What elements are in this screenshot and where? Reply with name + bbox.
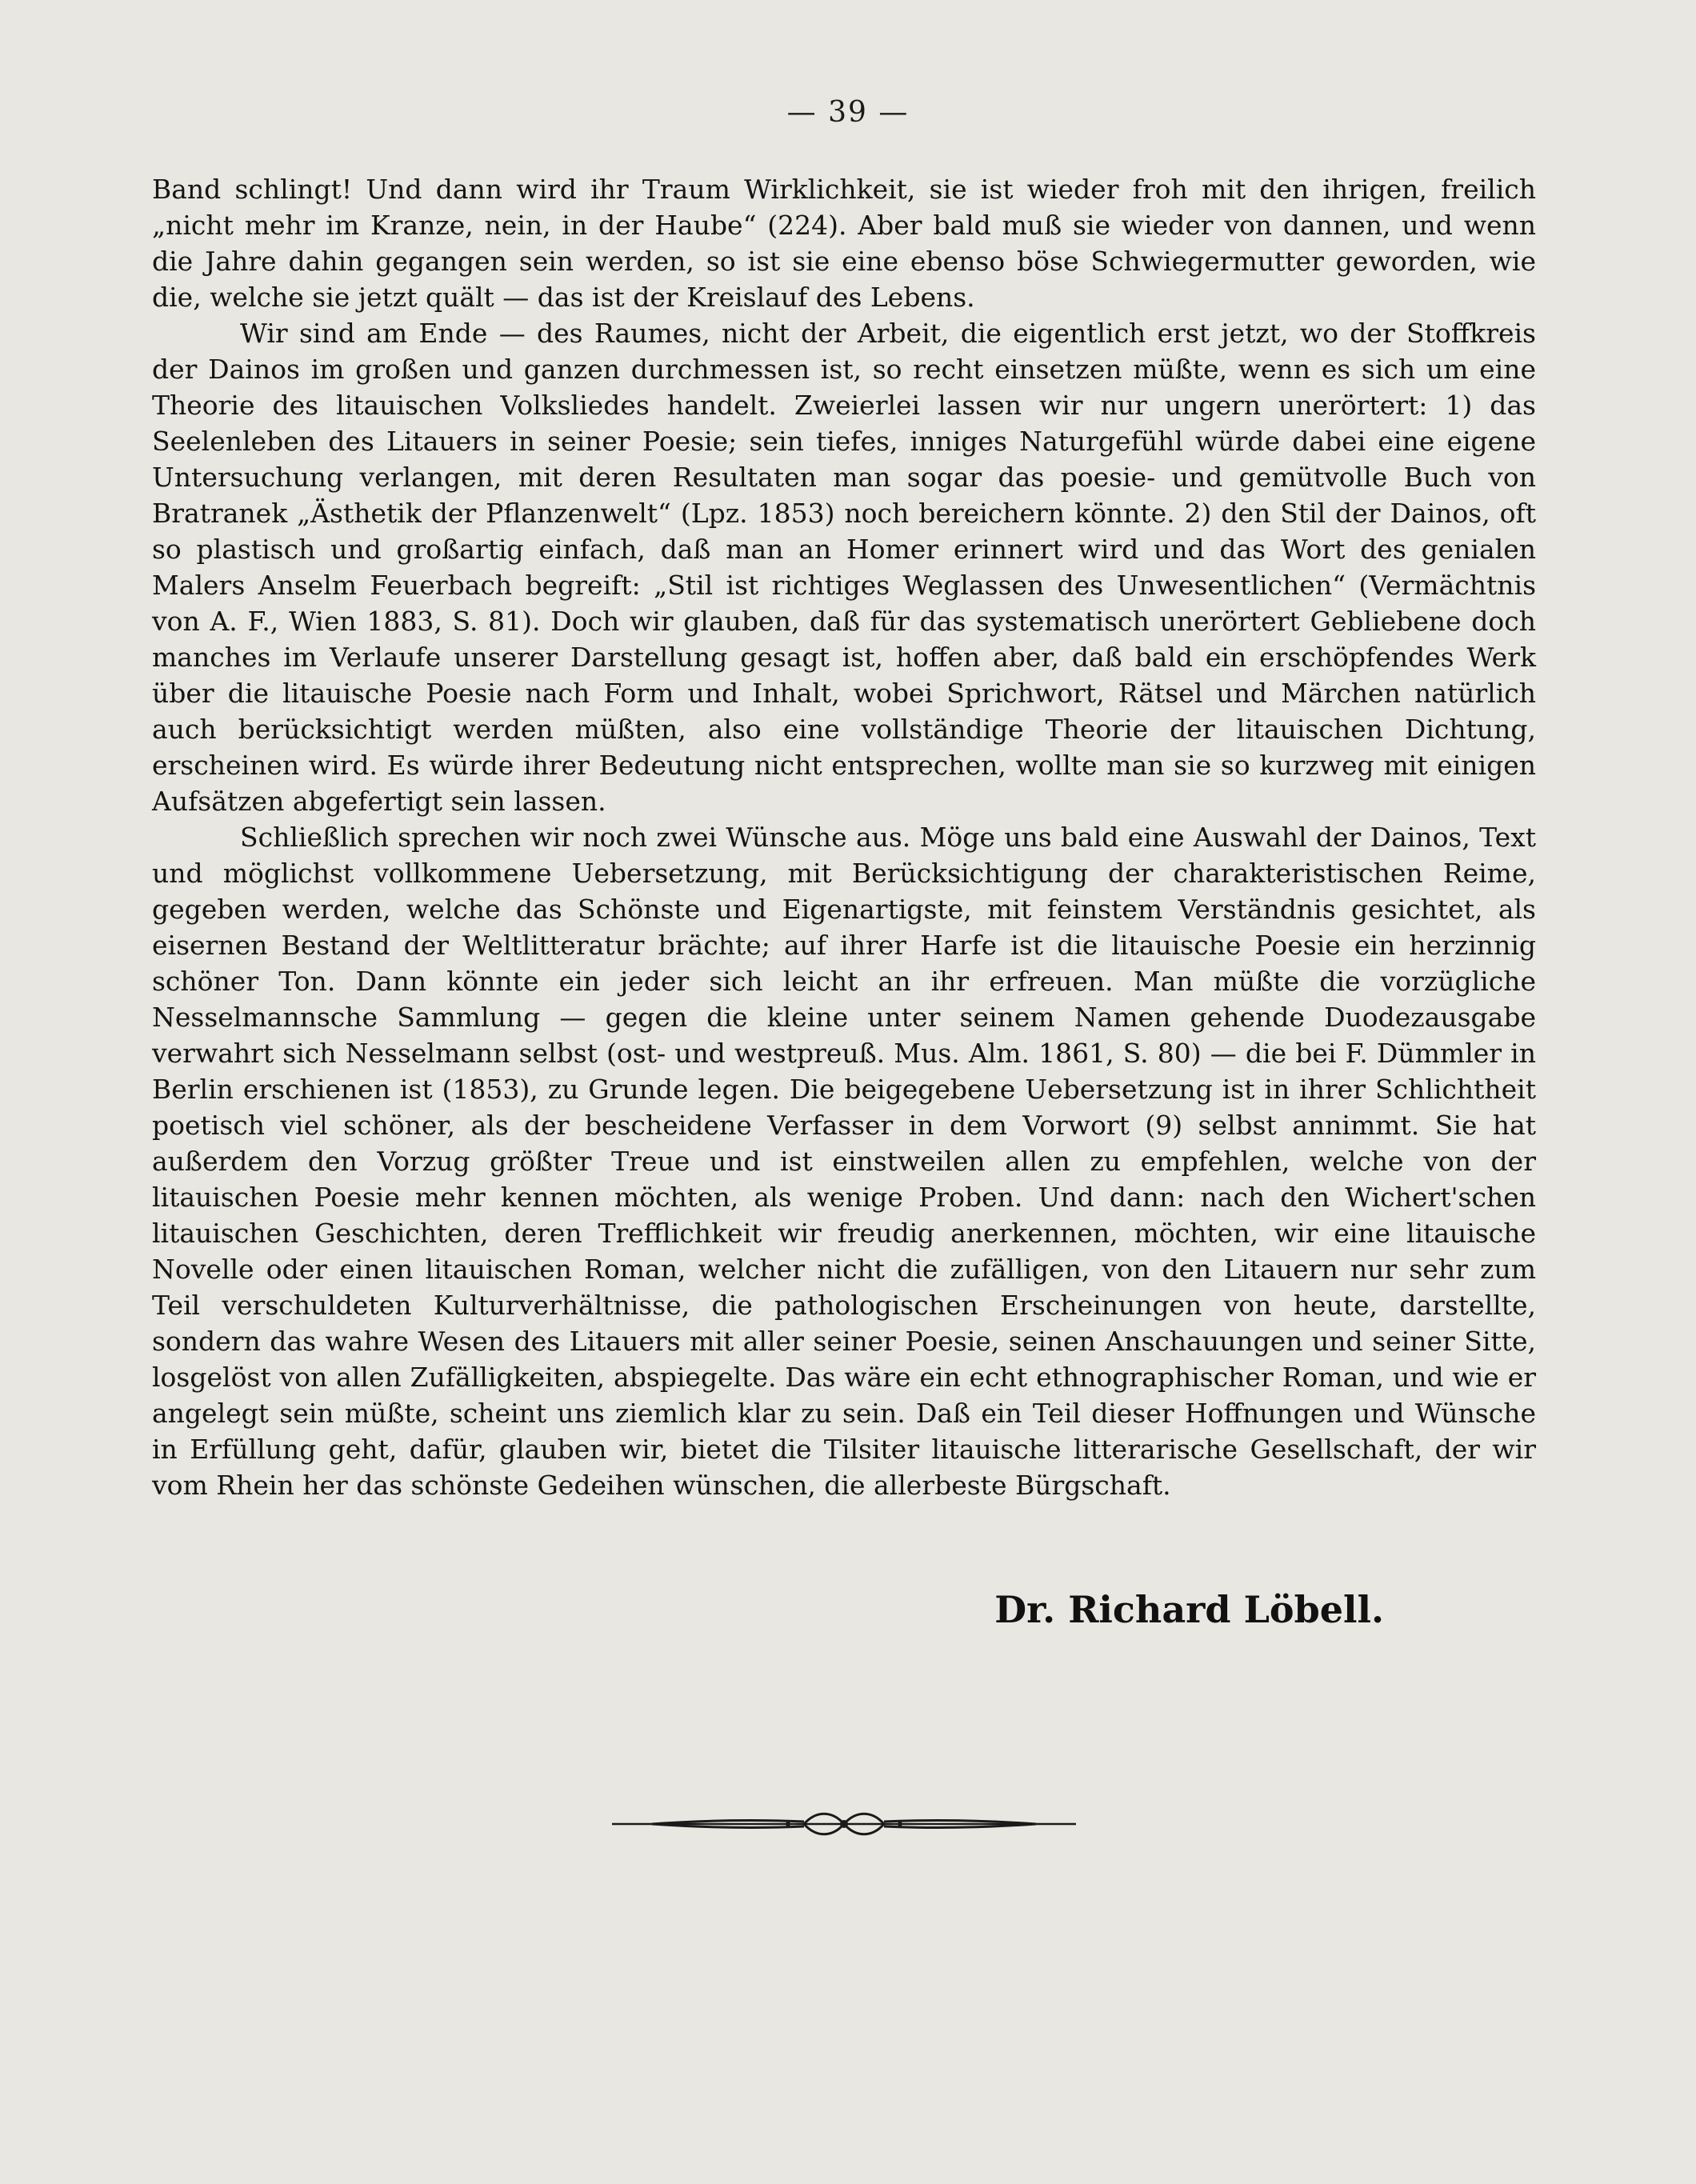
page-number: — 39 — <box>786 96 910 129</box>
ornamental-rule-icon <box>604 1804 1084 1844</box>
paragraph-2: Wir sind am Ende — des Raumes, nicht der Arbeit, die eigentlich erst jetzt, wo der Stoffkreis der Dainos im großen und ganzen durchmessen ist, so recht einsetzen müßte, wenn es sich um eine Theorie des litauischen Volksliedes handelt. Zweierlei lassen wir nur ungern unerörtert: 1) das Seelenleben des Litauers in seiner Poesie; sein tiefes, inniges Naturgefühl würde dabei eine eigene Untersuchung verlangen, mit deren Resultaten man sogar das poesie- und gemütvolle Buch von Bratranek „Ästhetik der Pflanzenwelt“ (Lpz. 1853) noch bereichern könnte. 2) den Stil der Dainos, oft so plastisch und großartig einfach, daß man an Homer erinnert wird und das Wort des genialen Malers Anselm Feuerbach begreift: „Stil ist richtiges Weglassen des Unwesentlichen“ (Vermächtnis von A. F., Wien 1883, S. 81). Doch wir glauben, daß für das systematisch unerörtert Gebliebene doch manches im Verlaufe unserer Darstellung gesagt ist, hoffen aber, daß bald ein erschöpfendes Werk über die litauische Poesie nach Form und Inhalt, wobei Sprichwort, Rätsel und Märchen natürlich auch berücksichtigt werden müßten, also eine vollständige Theorie der litauischen Dichtung, erscheinen wird. Es würde ihrer Bedeutung nicht entsprechen, wollte man sie so kurzweg mit einigen Aufsätzen abgefertigt sein lassen. <box>152 318 1536 817</box>
author-signature: Dr. Richard Löbell. <box>994 1588 1384 1631</box>
paragraph-1: Band schlingt! Und dann wird ihr Traum Wirklichkeit, sie ist wieder froh mit den ihrigen, freilich „nicht mehr im Kranze, nein, in der Haube“ (224). Aber bald muß sie wieder von dannen, und wenn die Jahre dahin gegangen sein werden, so ist sie eine ebenso böse Schwiegermutter geworden, wie die, welche sie jetzt quält — das ist der Kreislauf des Lebens. <box>152 174 1536 313</box>
paragraph-3: Schließlich sprechen wir noch zwei Wünsche aus. Möge uns bald eine Auswahl der Dainos, Text und möglichst vollkommene Uebersetzung, mit Berücksichtigung der charakteristischen Reime, gegeben werden, welche das Schönste und Eigenartigste, mit feinstem Verständnis gesichtet, als eisernen Bestand der Weltlitteratur brächte; auf ihrer Harfe ist die litauische Poesie ein herzinnig schöner Ton. Dann könnte ein jeder sich leicht an ihr erfreuen. Man müßte die vorzügliche Nesselmannsche Sammlung — gegen die kleine unter seinem Namen gehende Duodezausgabe verwahrt sich Nesselmann selbst (ost- und westpreuß. Mus. Alm. 1861, S. 80) — die bei F. Dümmler in Berlin erschienen ist (1853), zu Grunde legen. Die beigegebene Uebersetzung ist in ihrer Schlichtheit poetisch viel schöner, als der bescheidene Verfasser in dem Vorwort (9) selbst annimmt. Sie hat außerdem den Vorzug größter Treue und ist einstweilen allen zu empfehlen, welche von der litauischen Poesie mehr kennen möchten, als wenige Proben. Und dann: nach den Wichert'schen litauischen Geschichten, deren Trefflichkeit wir freudig anerkennen, möchten, wir eine litauische Novelle oder einen litauischen Roman, welcher nicht die zufälligen, von den Litauern nur sehr zum Teil verschuldeten Kulturverhältnisse, die pathologischen Erscheinungen von heute, darstellte, sondern das wahre Wesen des Litauers mit aller seiner Poesie, seinen Anschauungen und seiner Sitte, losgelöst von allen Zufälligkeiten, abspiegelte. Das wäre ein echt ethnographischer Roman, und wie er angelegt sein müßte, scheint uns ziemlich klar zu sein. Daß ein Teil dieser Hoffnungen und Wünsche in Erfüllung geht, dafür, glauben wir, bietet die Tilsiter litauische litterarische Gesellschaft, der wir vom Rhein her das schönste Gedeihen wünschen, die allerbeste Bürgschaft. <box>152 822 1536 1501</box>
body-text <box>152 171 1536 1503</box>
